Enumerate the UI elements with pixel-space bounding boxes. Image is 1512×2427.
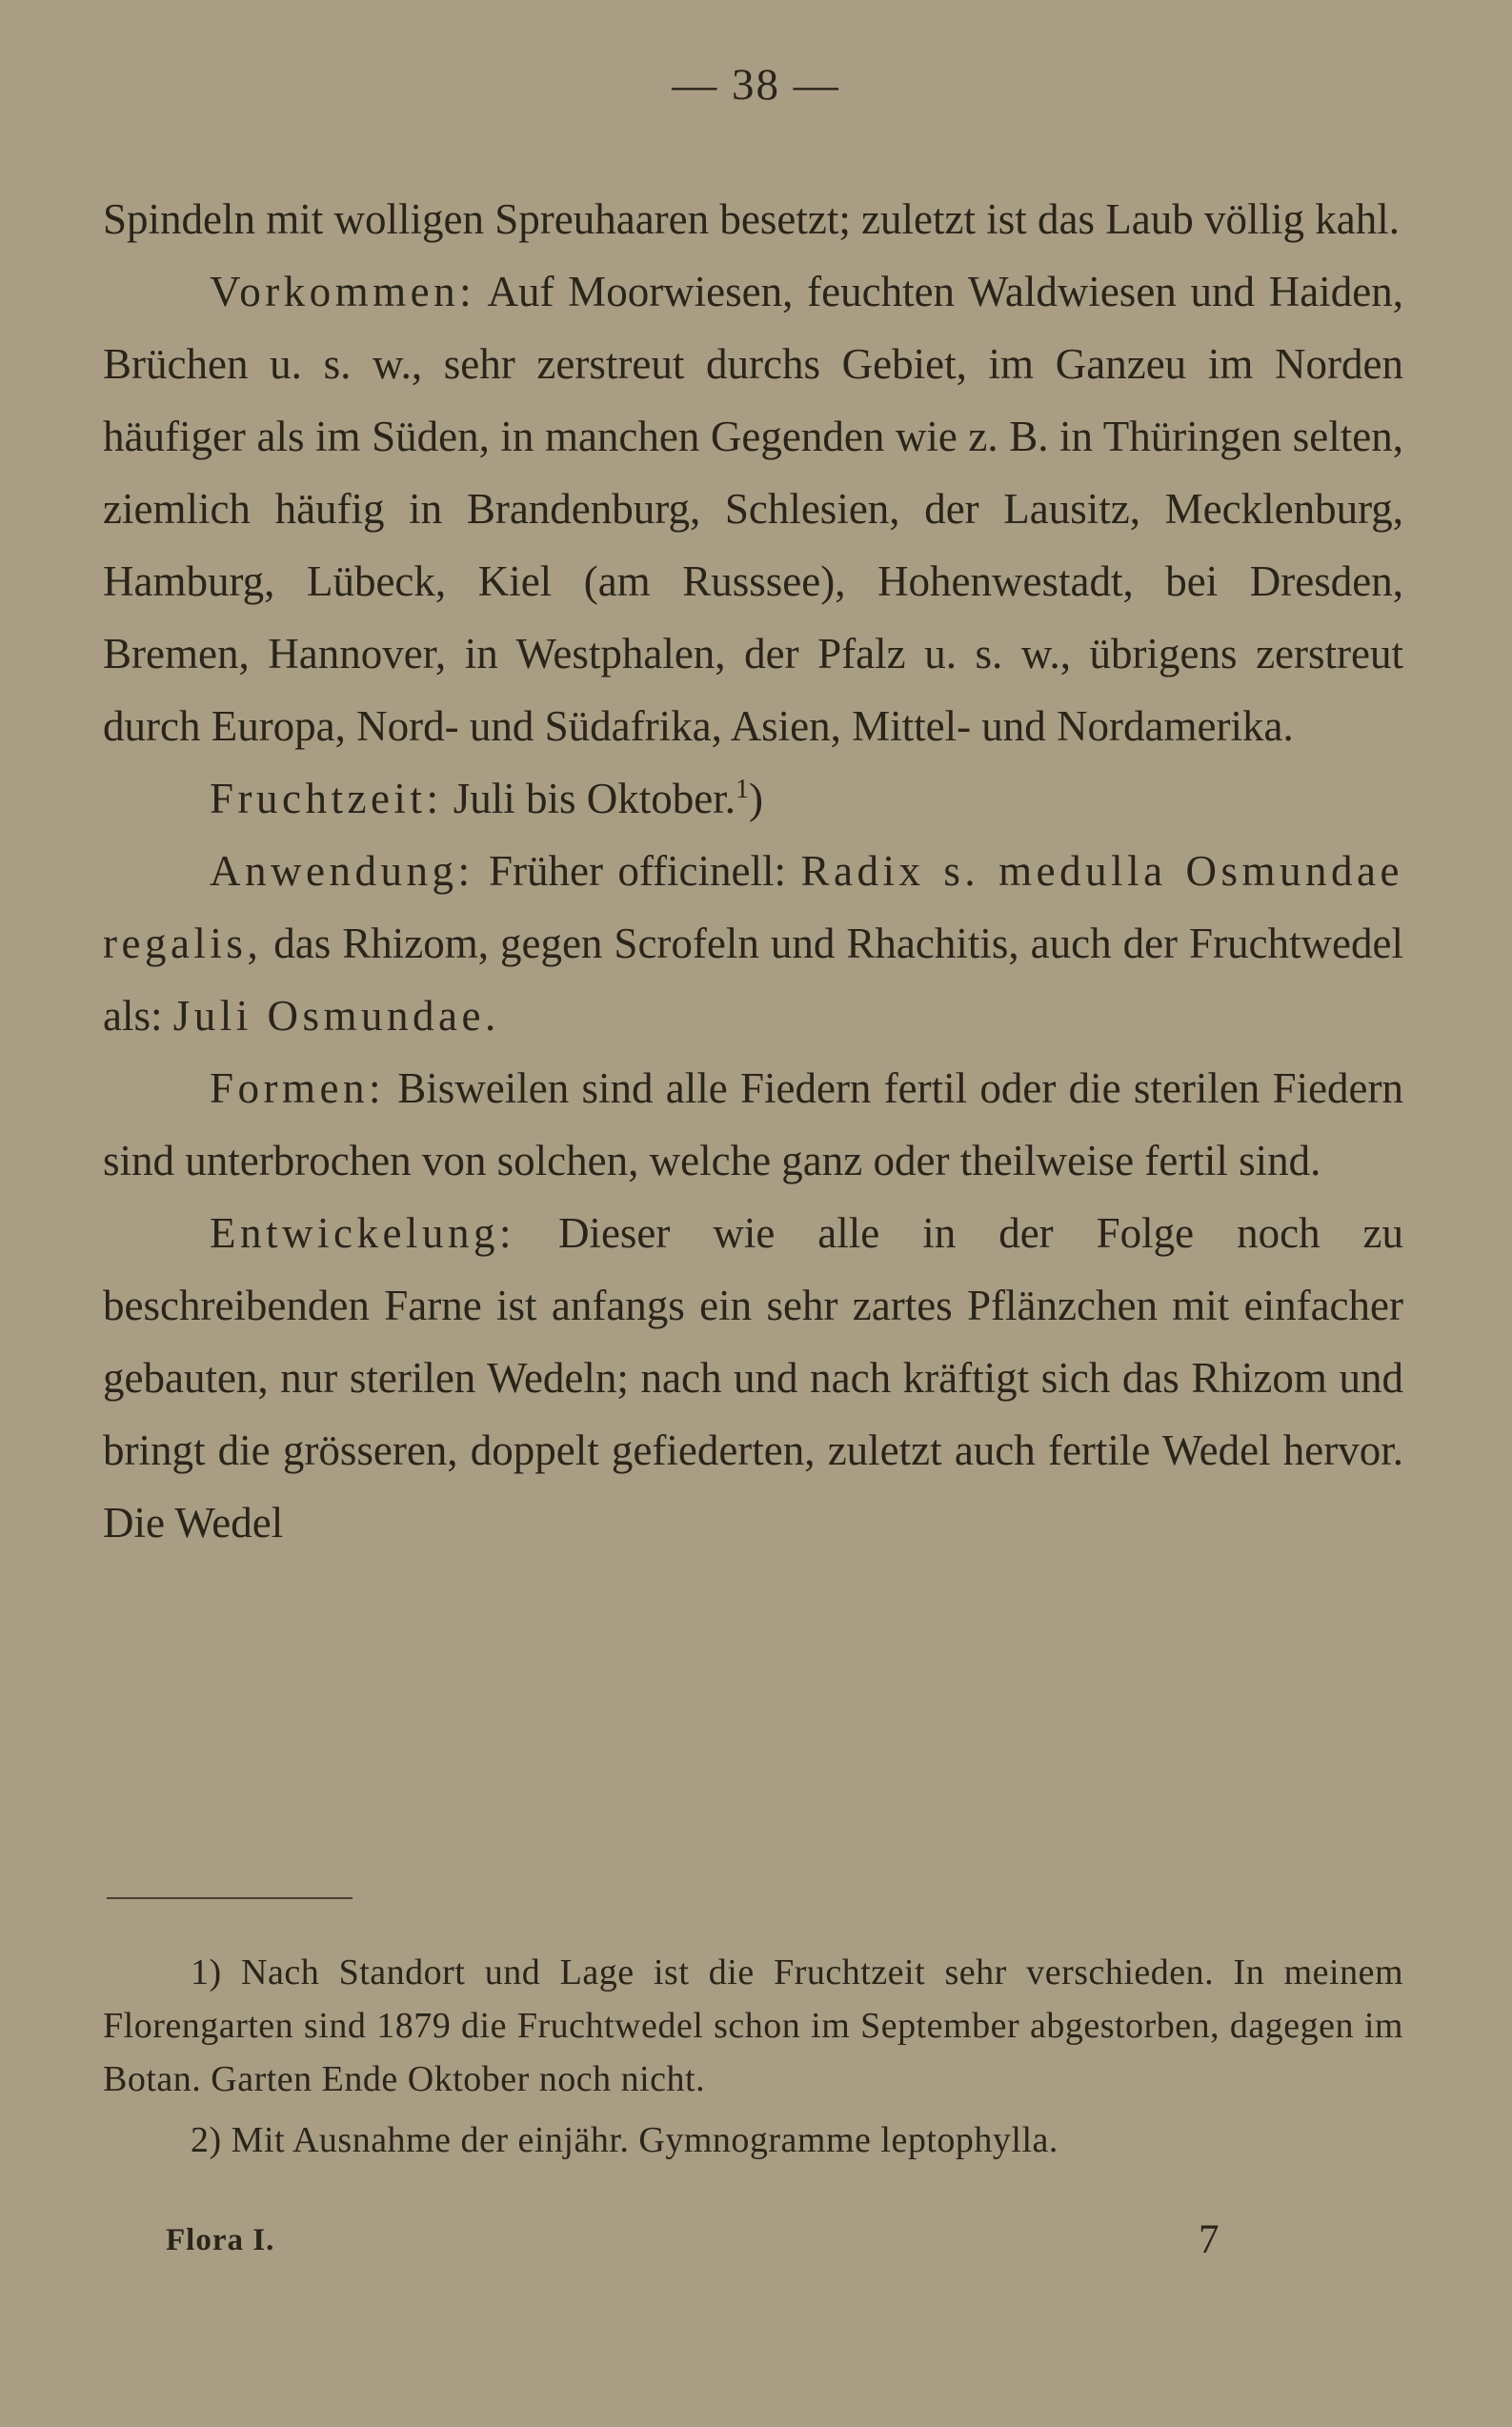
paragraph-fruchtzeit-text: Juli bis Oktober. [453, 775, 736, 822]
paragraph-formen-text: Bisweilen sind alle Fiedern fertil oder die sterilen Fiedern sind unterbrochen von solchen, welche ganz oder theilweise fertil sind. [103, 1064, 1404, 1184]
section-label-vorkommen: Vorkommen: [210, 268, 476, 315]
section-label-formen: Formen: [210, 1064, 385, 1112]
footnote-ref-1: 1 [735, 775, 749, 804]
section-label-entwickelung: Entwickelung: [210, 1209, 515, 1257]
paragraph-anwendung [103, 835, 1403, 1052]
paragraph-entwickelung-text: Dieser wie alle in der Folge noch zu beschreibenden Farne ist anfangs ein sehr zartes Pflänzchen mit einfacher gebauten, nur sterilen Wedeln; nach und nach kräftigt sich das Rhizom und bringt die grösseren, doppelt gefiederten, zuletzt auch fertile Wedel hervor. Die Wedel [103, 1209, 1404, 1547]
paragraph-anwendung-text-a: Früher officinell: [488, 847, 786, 895]
footnote-divider [107, 1897, 353, 1899]
main-text [103, 183, 1403, 1559]
footnote-1: 1) Nach Standort und Lage ist die Fruchtzeit sehr verschieden. In meinem Florengarten sind 1879 die Fruchtwedel schon im September abgestorben, dagegen im Botan. Garten Ende Oktober noch nicht. [103, 1952, 1403, 2099]
paragraph-vorkommen [103, 255, 1403, 762]
page-number-header: — 38 — [672, 60, 840, 110]
footnote-ref-paren: ) [748, 775, 763, 822]
paragraph-anwendung-text-b: das Rhizom, gegen Scrofeln und Rhachitis, auch der Fruchtwedel als: [103, 920, 1403, 1040]
printer-signature: Flora I. [166, 2223, 275, 2257]
paragraph-fruchtzeit [103, 762, 1403, 835]
paragraph-continuation: Spindeln mit wolligen Spreuhaaren besetzt; zuletzt ist das Laub völlig kahl. [103, 195, 1400, 243]
paragraph-entwickelung [103, 1197, 1403, 1559]
paragraph-formen [103, 1052, 1403, 1197]
latin-name-juli: Juli Osmundae. [172, 992, 500, 1040]
latin-name-radix: Radix s. medulla Osmundae regalis, [103, 847, 1404, 967]
footnotes [103, 1946, 1403, 2167]
footnote-2: 2) Mit Ausnahme der einjähr. Gymnogramme leptophylla. [191, 2120, 1058, 2160]
section-label-fruchtzeit: Fruchtzeit: [210, 775, 443, 822]
paragraph-vorkommen-text: Auf Moorwiesen, feuchten Waldwiesen und Haiden, Brüchen u. s. w., sehr zerstreut durchs Gebiet, im Ganzeu im Norden häufiger als im Süden, in manchen Gegenden wie z. B. in Thüringen selten, ziemlich häufig in Brandenburg, Schlesien, der Lausitz, Mecklenburg, Hamburg, Lübeck, Kiel (am Russsee), Hohenwestadt, bei Dresden, Bremen, Hannover, in Westphalen, der Pfalz u. s. w., übrigens zerstreut durch Europa, Nord- und Südafrika, Asien, Mittel- und Nordamerika. [103, 268, 1403, 750]
sheet-number: 7 [1199, 2217, 1220, 2262]
section-label-anwendung: Anwendung: [210, 847, 474, 895]
